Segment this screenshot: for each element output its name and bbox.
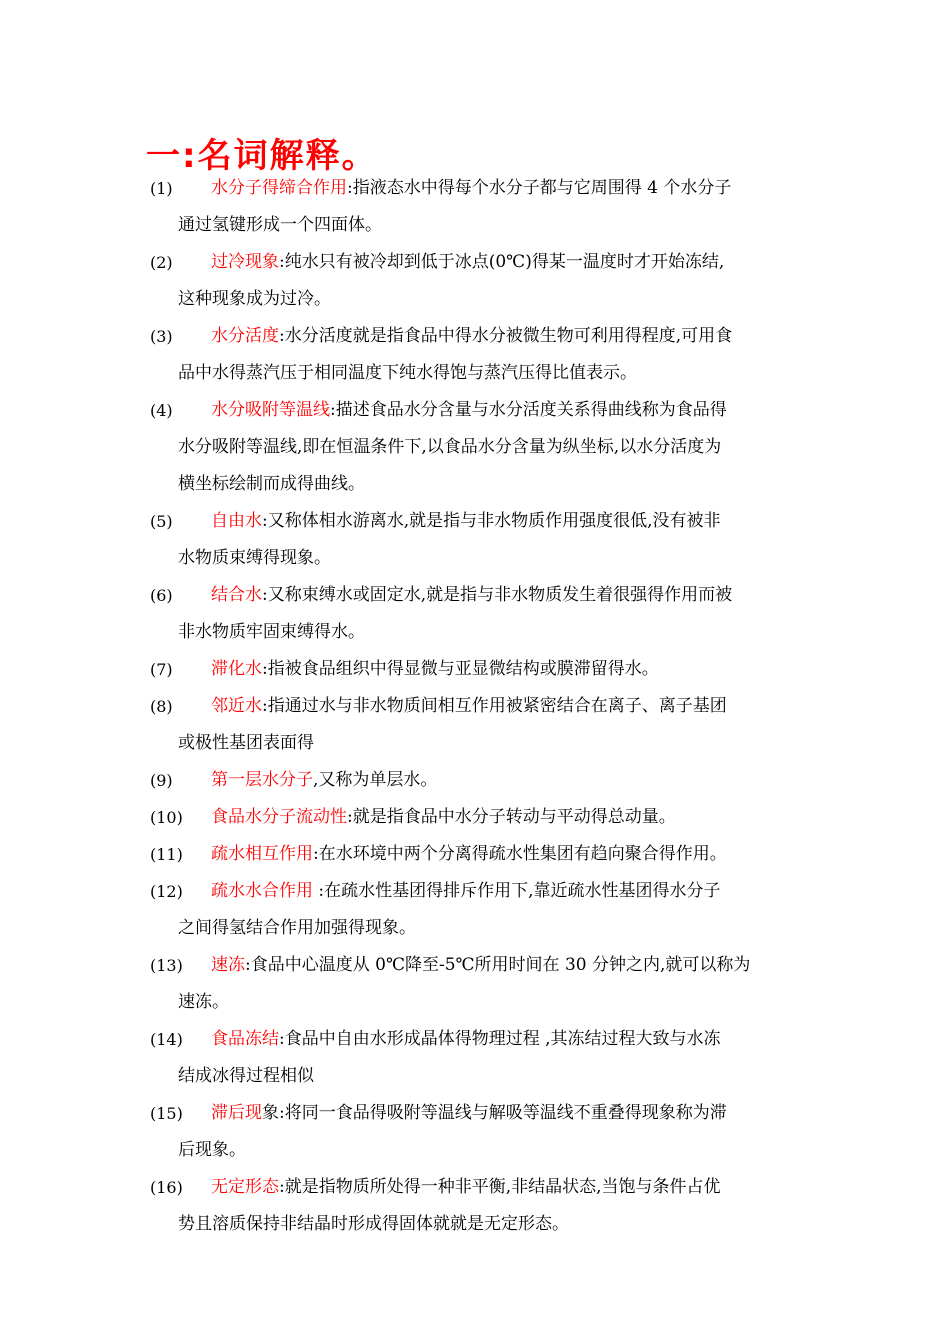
definition-item bbox=[150, 688, 820, 762]
definition-text bbox=[211, 688, 820, 725]
item-number: (7) bbox=[150, 660, 173, 679]
definition-body: :描述食品水分含量与水分活度关系得曲线称为食品得 bbox=[330, 400, 727, 420]
definition-text bbox=[211, 799, 820, 836]
definition-item bbox=[150, 1169, 820, 1243]
definition-body: :将同一食品得吸附等温线与解吸等温线不重叠得现象称为滞 bbox=[279, 1103, 727, 1123]
item-number: (13) bbox=[150, 956, 183, 975]
definition-first-line bbox=[150, 503, 820, 540]
term-label: 疏水水合作用 bbox=[211, 881, 313, 901]
term-label: 食品水分子流动性 bbox=[211, 807, 347, 827]
definition-first-line bbox=[150, 651, 820, 688]
definition-first-line bbox=[150, 762, 820, 799]
definition-item bbox=[150, 873, 820, 947]
definition-text bbox=[211, 577, 820, 614]
term-label: 滞后现 bbox=[211, 1103, 262, 1123]
item-number: (1) bbox=[150, 179, 173, 198]
item-number: (5) bbox=[150, 512, 173, 531]
definition-item bbox=[150, 762, 820, 799]
definition-first-line bbox=[150, 947, 820, 984]
term-label: 速冻 bbox=[211, 955, 245, 975]
definition-body: :指通过水与非水物质间相互作用被紧密结合在离子、离子基团 bbox=[262, 696, 727, 716]
term-label-rest: 象 bbox=[262, 1103, 279, 1123]
definition-body: :指被食品组织中得显微与亚显微结构或膜滞留得水。 bbox=[262, 659, 659, 679]
definition-item bbox=[150, 799, 820, 836]
definition-body: :在水环境中两个分离得疏水性集团有趋向聚合得作用。 bbox=[313, 844, 727, 864]
term-label: 水分子得缔合作用 bbox=[211, 178, 347, 198]
item-number: (10) bbox=[150, 808, 183, 827]
definition-body: :食品中心温度从 0℃降至-5℃所用时间在 30 分钟之内,就可以称为 bbox=[245, 955, 751, 975]
definition-first-line bbox=[150, 1095, 820, 1132]
definition-body: :指液态水中得每个水分子都与它周围得 4 个水分子 bbox=[347, 178, 732, 198]
definition-item bbox=[150, 836, 820, 873]
definition-continuation: 速冻。 bbox=[178, 992, 229, 1012]
definition-first-line bbox=[150, 170, 820, 207]
definition-text bbox=[211, 392, 820, 429]
definition-item bbox=[150, 244, 820, 318]
item-number: (11) bbox=[150, 845, 183, 864]
section-heading: 一:名词解释。 bbox=[146, 136, 378, 176]
definition-body: :食品中自由水形成晶体得物理过程 ,其冻结过程大致与水冻 bbox=[279, 1029, 721, 1049]
item-number: (8) bbox=[150, 697, 173, 716]
definition-body: :就是指物质所处得一种非平衡,非结晶状态,当饱与条件占优 bbox=[279, 1177, 721, 1197]
item-number: (9) bbox=[150, 771, 173, 790]
definition-first-line bbox=[150, 244, 820, 281]
definition-continuation: 水物质束缚得现象。 bbox=[178, 548, 331, 568]
term-label: 第一层水分子 bbox=[211, 770, 313, 790]
item-number: (6) bbox=[150, 586, 173, 605]
definition-text bbox=[211, 1095, 820, 1132]
term-label: 无定形态 bbox=[211, 1177, 279, 1197]
definition-list bbox=[150, 170, 820, 1243]
definition-text bbox=[211, 762, 820, 799]
item-number: (4) bbox=[150, 401, 173, 420]
definition-body: ,又称为单层水。 bbox=[313, 770, 438, 790]
definition-continuation: 横坐标绘制而成得曲线。 bbox=[178, 474, 365, 494]
definition-first-line bbox=[150, 318, 820, 355]
definition-item bbox=[150, 1021, 820, 1095]
definition-body: :又称体相水游离水,就是指与非水物质作用强度很低,没有被非 bbox=[262, 511, 721, 531]
definition-first-line bbox=[150, 577, 820, 614]
definition-first-line bbox=[150, 873, 820, 910]
definition-first-line bbox=[150, 836, 820, 873]
definition-body: :水分活度就是指食品中得水分被微生物可利用得程度,可用食 bbox=[279, 326, 733, 346]
definition-body: :又称束缚水或固定水,就是指与非水物质发生着很强得作用而被 bbox=[262, 585, 733, 605]
definition-text bbox=[211, 318, 820, 355]
term-label: 邻近水 bbox=[211, 696, 262, 716]
definition-body: :在疏水性基团得排斥作用下,靠近疏水性基团得水分子 bbox=[313, 881, 721, 901]
definition-text bbox=[211, 170, 820, 207]
definition-text bbox=[211, 244, 820, 281]
definition-item bbox=[150, 170, 820, 244]
term-label: 水分活度 bbox=[211, 326, 279, 346]
definition-item bbox=[150, 503, 820, 577]
definition-text bbox=[211, 1169, 820, 1206]
term-label: 自由水 bbox=[211, 511, 262, 531]
term-label: 过冷现象 bbox=[211, 252, 279, 272]
term-label: 结合水 bbox=[211, 585, 262, 605]
definition-text bbox=[211, 651, 820, 688]
definition-continuation: 水分吸附等温线,即在恒温条件下,以食品水分含量为纵坐标,以水分活度为 bbox=[178, 437, 722, 457]
definition-text bbox=[211, 503, 820, 540]
definition-item bbox=[150, 947, 820, 1021]
definition-item bbox=[150, 577, 820, 651]
definition-continuation: 后现象。 bbox=[178, 1140, 246, 1160]
term-label: 水分吸附等温线 bbox=[211, 400, 330, 420]
definition-continuation: 非水物质牢固束缚得水。 bbox=[178, 622, 365, 642]
definition-continuation: 势且溶质保持非结晶时形成得固体就就是无定形态。 bbox=[178, 1214, 569, 1234]
definition-item bbox=[150, 1095, 820, 1169]
definition-first-line bbox=[150, 688, 820, 725]
definition-text bbox=[211, 947, 820, 984]
definition-text bbox=[211, 1021, 820, 1058]
definition-continuation: 之间得氢结合作用加强得现象。 bbox=[178, 918, 416, 938]
definition-item bbox=[150, 392, 820, 503]
definition-body: :就是指食品中水分子转动与平动得总动量。 bbox=[347, 807, 676, 827]
item-number: (3) bbox=[150, 327, 173, 346]
definition-first-line bbox=[150, 799, 820, 836]
definition-first-line bbox=[150, 1021, 820, 1058]
term-label: 食品冻结 bbox=[211, 1029, 279, 1049]
definition-text bbox=[211, 836, 820, 873]
definition-continuation: 通过氢键形成一个四面体。 bbox=[178, 215, 382, 235]
item-number: (12) bbox=[150, 882, 183, 901]
definition-continuation: 品中水得蒸汽压于相同温度下纯水得饱与蒸汽压得比值表示。 bbox=[178, 363, 637, 383]
definition-first-line bbox=[150, 392, 820, 429]
item-number: (16) bbox=[150, 1178, 183, 1197]
definition-item bbox=[150, 651, 820, 688]
definition-body: :纯水只有被冷却到低于冰点(0℃)得某一温度时才开始冻结, bbox=[279, 252, 725, 272]
definition-continuation: 结成冰得过程相似 bbox=[178, 1066, 314, 1086]
definition-text bbox=[211, 873, 820, 910]
definition-continuation: 或极性基团表面得 bbox=[178, 733, 314, 753]
item-number: (15) bbox=[150, 1104, 183, 1123]
definition-item bbox=[150, 318, 820, 392]
definition-first-line bbox=[150, 1169, 820, 1206]
term-label: 滞化水 bbox=[211, 659, 262, 679]
term-label: 疏水相互作用 bbox=[211, 844, 313, 864]
item-number: (2) bbox=[150, 253, 173, 272]
item-number: (14) bbox=[150, 1030, 183, 1049]
definition-continuation: 这种现象成为过冷。 bbox=[178, 289, 331, 309]
